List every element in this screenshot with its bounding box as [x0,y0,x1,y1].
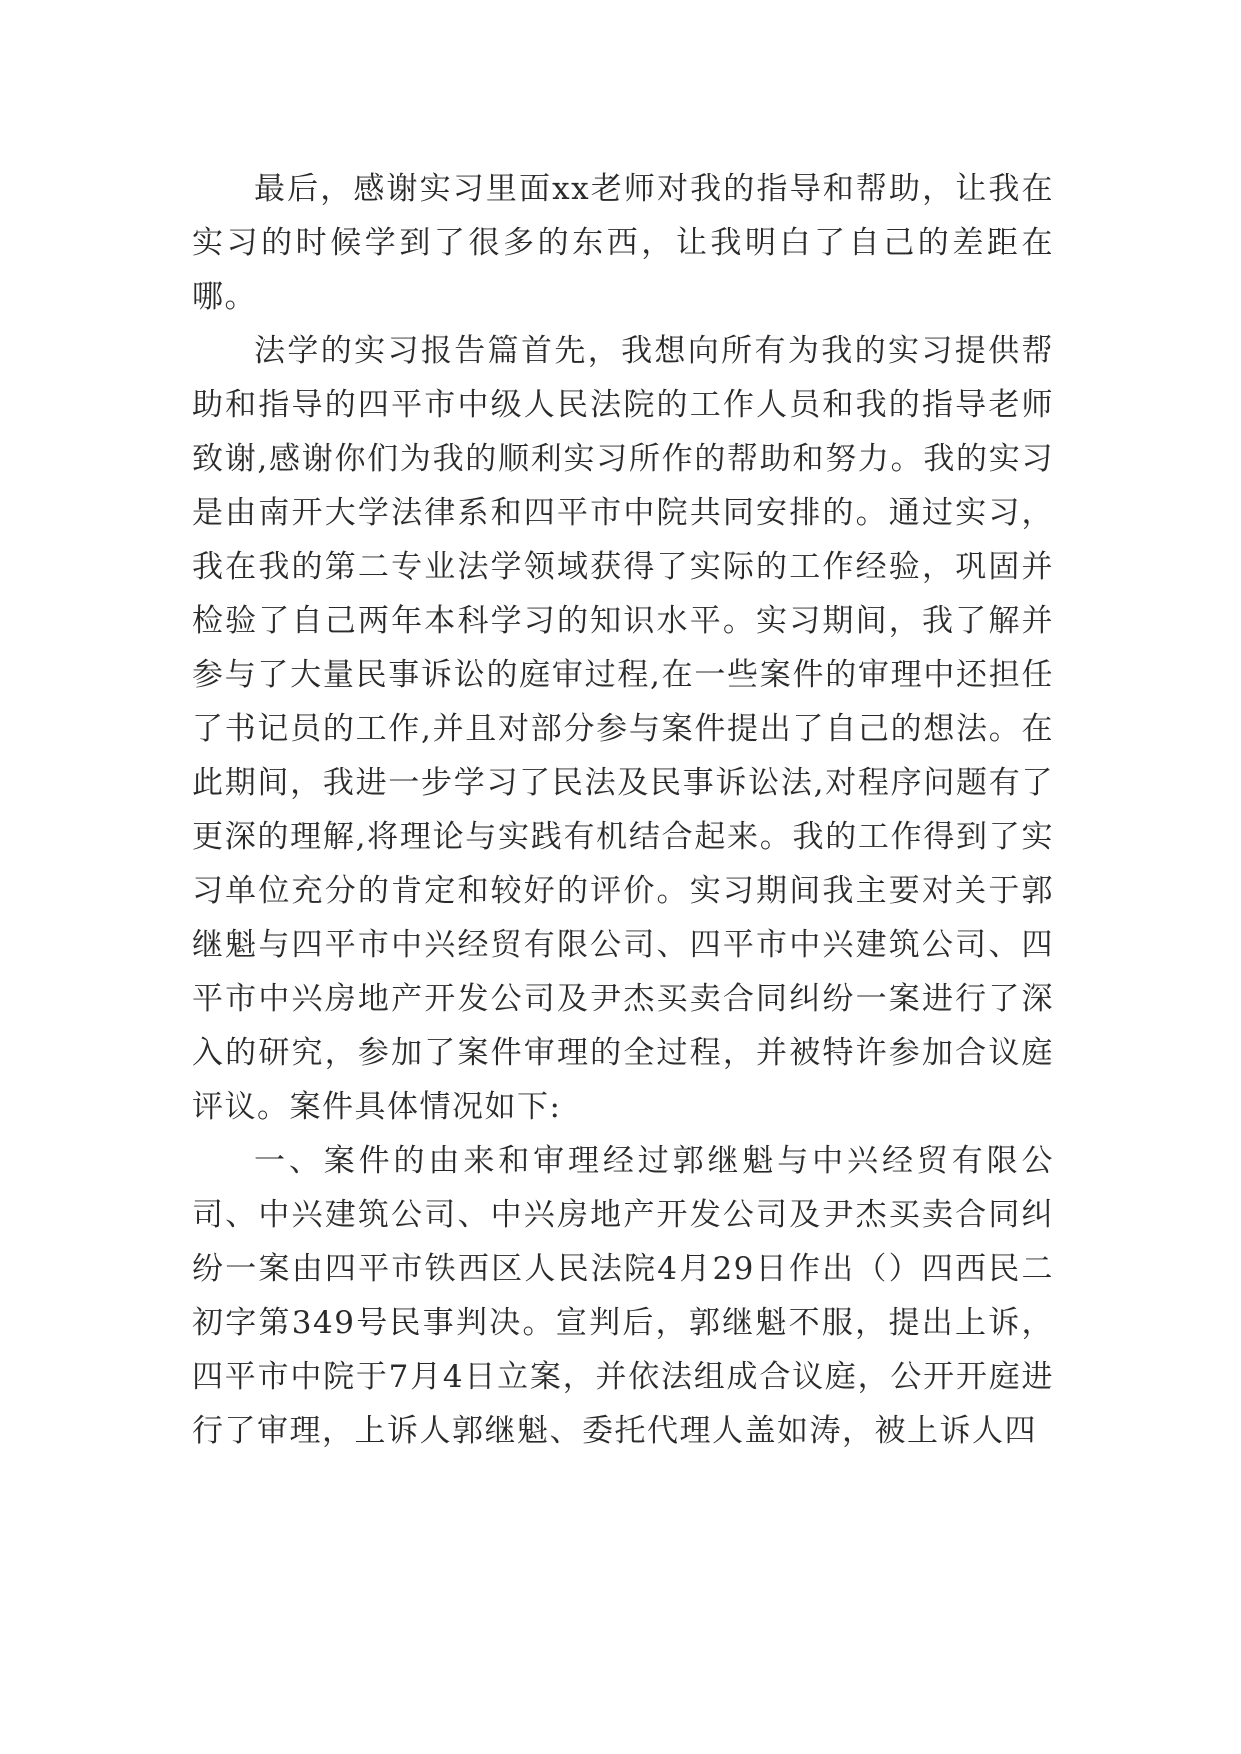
paragraph-acknowledgement: 最后，感谢实习里面xx老师对我的指导和帮助，让我在实习的时候学到了很多的东西，让我明白了自己的差距在哪。 [192,171,1054,315]
document-body [192,162,1054,1458]
paragraph-internship-report: 法学的实习报告篇首先，我想向所有为我的实习提供帮助和指导的四平市中级人民法院的工作人员和我的指导老师致谢,感谢你们为我的顺利实习所作的帮助和努力。我的实习是由南开大学法律系和四平市中院共同安排的。通过实习，我在我的第二专业法学领域获得了实际的工作经验，巩固并检验了自己两年本科学习的知识水平。实习期间，我了解并参与了大量民事诉讼的庭审过程,在一些案件的审理中还担任了书记员的工作,并且对部分参与案件提出了自己的想法。在此期间，我进一步学习了民法及民事诉讼法,对程序问题有了更深的理解,将理论与实践有机结合起来。我的工作得到了实习单位充分的肯定和较好的评价。实习期间我主要对关于郭继魁与四平市中兴经贸有限公司、四平市中兴建筑公司、四平市中兴房地产开发公司及尹杰买卖合同纠纷一案进行了深入的研究，参加了案件审理的全过程，并被特许参加合议庭评议。案件具体情况如下: [192,333,1054,1125]
paragraph-case-origin: 一、案件的由来和审理经过郭继魁与中兴经贸有限公司、中兴建筑公司、中兴房地产开发公司及尹杰买卖合同纠纷一案由四平市铁西区人民法院4月29日作出（）四西民二初字第349号民事判决。宣判后，郭继魁不服，提出上诉，四平市中院于7月4日立案，并依法组成合议庭，公开开庭进行了审理，上诉人郭继魁、委托代理人盖如涛，被上诉人四 [192,1143,1054,1449]
